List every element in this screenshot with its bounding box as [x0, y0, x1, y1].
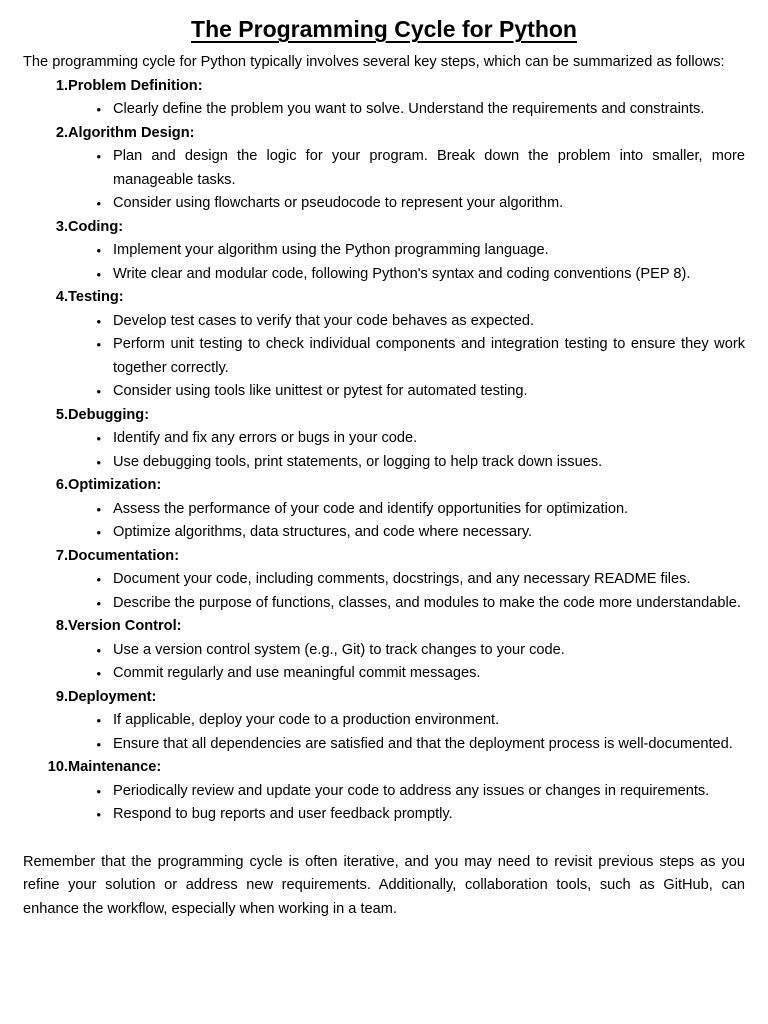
step-number: 8.	[55, 618, 68, 634]
bullet-dot-icon: •	[96, 736, 101, 752]
bullet-dot-icon: •	[96, 525, 101, 540]
step-item	[23, 615, 745, 686]
bullet-text: If applicable, deploy your code to a production environment.	[113, 712, 500, 728]
step-title: Coding:	[68, 218, 124, 235]
step-number: 9.	[55, 688, 68, 705]
bullet-text: Optimize algorithms, data structures, and code where necessary.	[113, 524, 533, 540]
bullet-item	[23, 98, 745, 122]
bullet-text: Assess the performance of your code and identify opportunities for optimization.	[113, 500, 629, 517]
bullet-dot-icon: •	[96, 384, 101, 399]
bullet-text: Respond to bug reports and user feedback promptly.	[113, 806, 453, 822]
bullet-item	[23, 639, 745, 663]
bullet-text: Commit regularly and use meaningful commit messages.	[113, 665, 481, 681]
step-title: Problem Definition:	[68, 77, 203, 94]
bullet-list	[23, 145, 745, 216]
bullet-text: Document your code, including comments, docstrings, and any necessary README files.	[113, 571, 691, 587]
bullet-dot-icon: •	[96, 243, 101, 258]
bullet-text: Describe the purpose of functions, classes, and modules to make the code more understandable.	[113, 594, 741, 611]
step-item	[23, 404, 745, 475]
step-item	[23, 75, 745, 122]
bullet-list	[23, 639, 745, 686]
step-number: 4.	[55, 289, 68, 305]
step-item	[23, 474, 745, 545]
bullet-item	[23, 733, 745, 757]
step-title: Testing:	[68, 289, 124, 305]
bullet-item	[23, 568, 745, 592]
bullet-item	[23, 498, 745, 522]
bullet-text: Clearly define the problem you want to solve. Understand the requirements and constraints.	[113, 101, 705, 117]
bullet-list	[23, 498, 745, 545]
bullet-text: Implement your algorithm using the Python programming language.	[113, 242, 549, 258]
step-title: Maintenance:	[68, 759, 162, 775]
step-title: Debugging:	[68, 406, 150, 423]
page-title	[23, 14, 745, 44]
bullet-list	[23, 310, 745, 404]
bullet-text: Perform unit testing to check individual components and integration testing to ensure they work together correctly.	[113, 336, 745, 376]
step-heading	[23, 474, 745, 498]
bullet-item	[23, 521, 745, 545]
bullet-text: Consider using tools like unittest or pytest for automated testing.	[113, 383, 528, 399]
bullet-item	[23, 709, 745, 733]
bullet-item	[23, 145, 745, 192]
bullet-list	[23, 780, 745, 827]
bullet-item	[23, 310, 745, 334]
bullet-text: Plan and design the logic for your program. Break down the problem into smaller, more manageable tasks.	[113, 148, 745, 188]
step-title: Algorithm Design:	[68, 124, 195, 141]
closing-paragraph: Remember that the programming cycle is often iterative, and you may need to revisit previous steps as you refine your solution or address new requirements. Additionally, collaboration tools, such as GitHub, can enhance the workflow, especially when working in a team.	[23, 853, 745, 917]
step-item	[23, 756, 745, 827]
step-heading	[23, 75, 745, 99]
bullet-dot-icon: •	[96, 572, 101, 587]
step-item	[23, 686, 745, 757]
step-title: Optimization:	[68, 477, 162, 493]
step-number: 6.	[55, 477, 68, 493]
bullet-list	[23, 239, 745, 286]
step-number: 3.	[55, 218, 68, 235]
bullet-item	[23, 192, 745, 216]
bullet-dot-icon: •	[96, 337, 101, 352]
bullet-item	[23, 333, 745, 380]
bullet-dot-icon: •	[96, 313, 101, 329]
bullet-text: Consider using flowcharts or pseudocode to represent your algorithm.	[113, 195, 564, 211]
step-number: 7.	[55, 547, 68, 564]
bullet-dot-icon: •	[96, 196, 101, 211]
bullet-text: Write clear and modular code, following Python's syntax and coding conventions (PEP 8).	[113, 265, 691, 282]
bullet-text: Ensure that all dependencies are satisfied and that the deployment process is well-documented.	[113, 735, 733, 752]
bullet-text: Use debugging tools, print statements, or logging to help track down issues.	[113, 453, 603, 470]
step-heading	[23, 286, 745, 310]
step-heading	[23, 122, 745, 146]
step-number: 2.	[55, 124, 68, 141]
step-heading	[23, 756, 745, 780]
step-heading	[23, 615, 745, 639]
page-title-text: The Programming Cycle for Python	[191, 16, 577, 42]
bullet-list	[23, 427, 745, 474]
bullet-item	[23, 239, 745, 263]
step-item	[23, 216, 745, 287]
step-heading	[23, 216, 745, 240]
bullet-dot-icon: •	[96, 713, 101, 728]
step-heading	[23, 686, 745, 710]
bullet-item	[23, 662, 745, 686]
bullet-dot-icon: •	[96, 149, 101, 164]
steps-list	[23, 75, 745, 827]
step-title: Deployment:	[68, 688, 157, 705]
step-item	[23, 545, 745, 616]
bullet-item	[23, 780, 745, 804]
bullet-dot-icon: •	[96, 642, 101, 658]
bullet-item	[23, 263, 745, 287]
step-title: Version Control:	[68, 618, 182, 634]
step-number: 5.	[55, 406, 68, 423]
bullet-dot-icon: •	[96, 807, 101, 822]
step-heading	[23, 545, 745, 569]
bullet-dot-icon: •	[96, 666, 101, 681]
step-number: 1.	[55, 77, 68, 94]
bullet-list	[23, 568, 745, 615]
bullet-item	[23, 427, 745, 451]
bullet-text: Use a version control system (e.g., Git) to track changes to your code.	[113, 641, 565, 658]
step-number: 10.	[47, 759, 68, 775]
bullet-dot-icon: •	[96, 102, 101, 117]
bullet-item	[23, 803, 745, 827]
bullet-text: Periodically review and update your code to address any issues or changes in requirements.	[113, 782, 710, 799]
bullet-item	[23, 451, 745, 475]
bullet-text: Identify and fix any errors or bugs in your code.	[113, 430, 418, 446]
bullet-dot-icon: •	[96, 783, 101, 799]
bullet-dot-icon: •	[96, 431, 101, 446]
bullet-dot-icon: •	[96, 454, 101, 470]
bullet-list	[23, 709, 745, 756]
step-title: Documentation:	[68, 547, 180, 564]
intro-paragraph: The programming cycle for Python typically involves several key steps, which can be summarized as follows:	[23, 54, 725, 70]
bullet-dot-icon: •	[96, 501, 101, 517]
bullet-text: Develop test cases to verify that your code behaves as expected.	[113, 312, 535, 329]
bullet-item	[23, 592, 745, 616]
step-item	[23, 122, 745, 216]
bullet-dot-icon: •	[96, 595, 101, 611]
step-item	[23, 286, 745, 404]
step-heading	[23, 404, 745, 428]
bullet-list	[23, 98, 745, 122]
bullet-dot-icon: •	[96, 266, 101, 282]
bullet-item	[23, 380, 745, 404]
